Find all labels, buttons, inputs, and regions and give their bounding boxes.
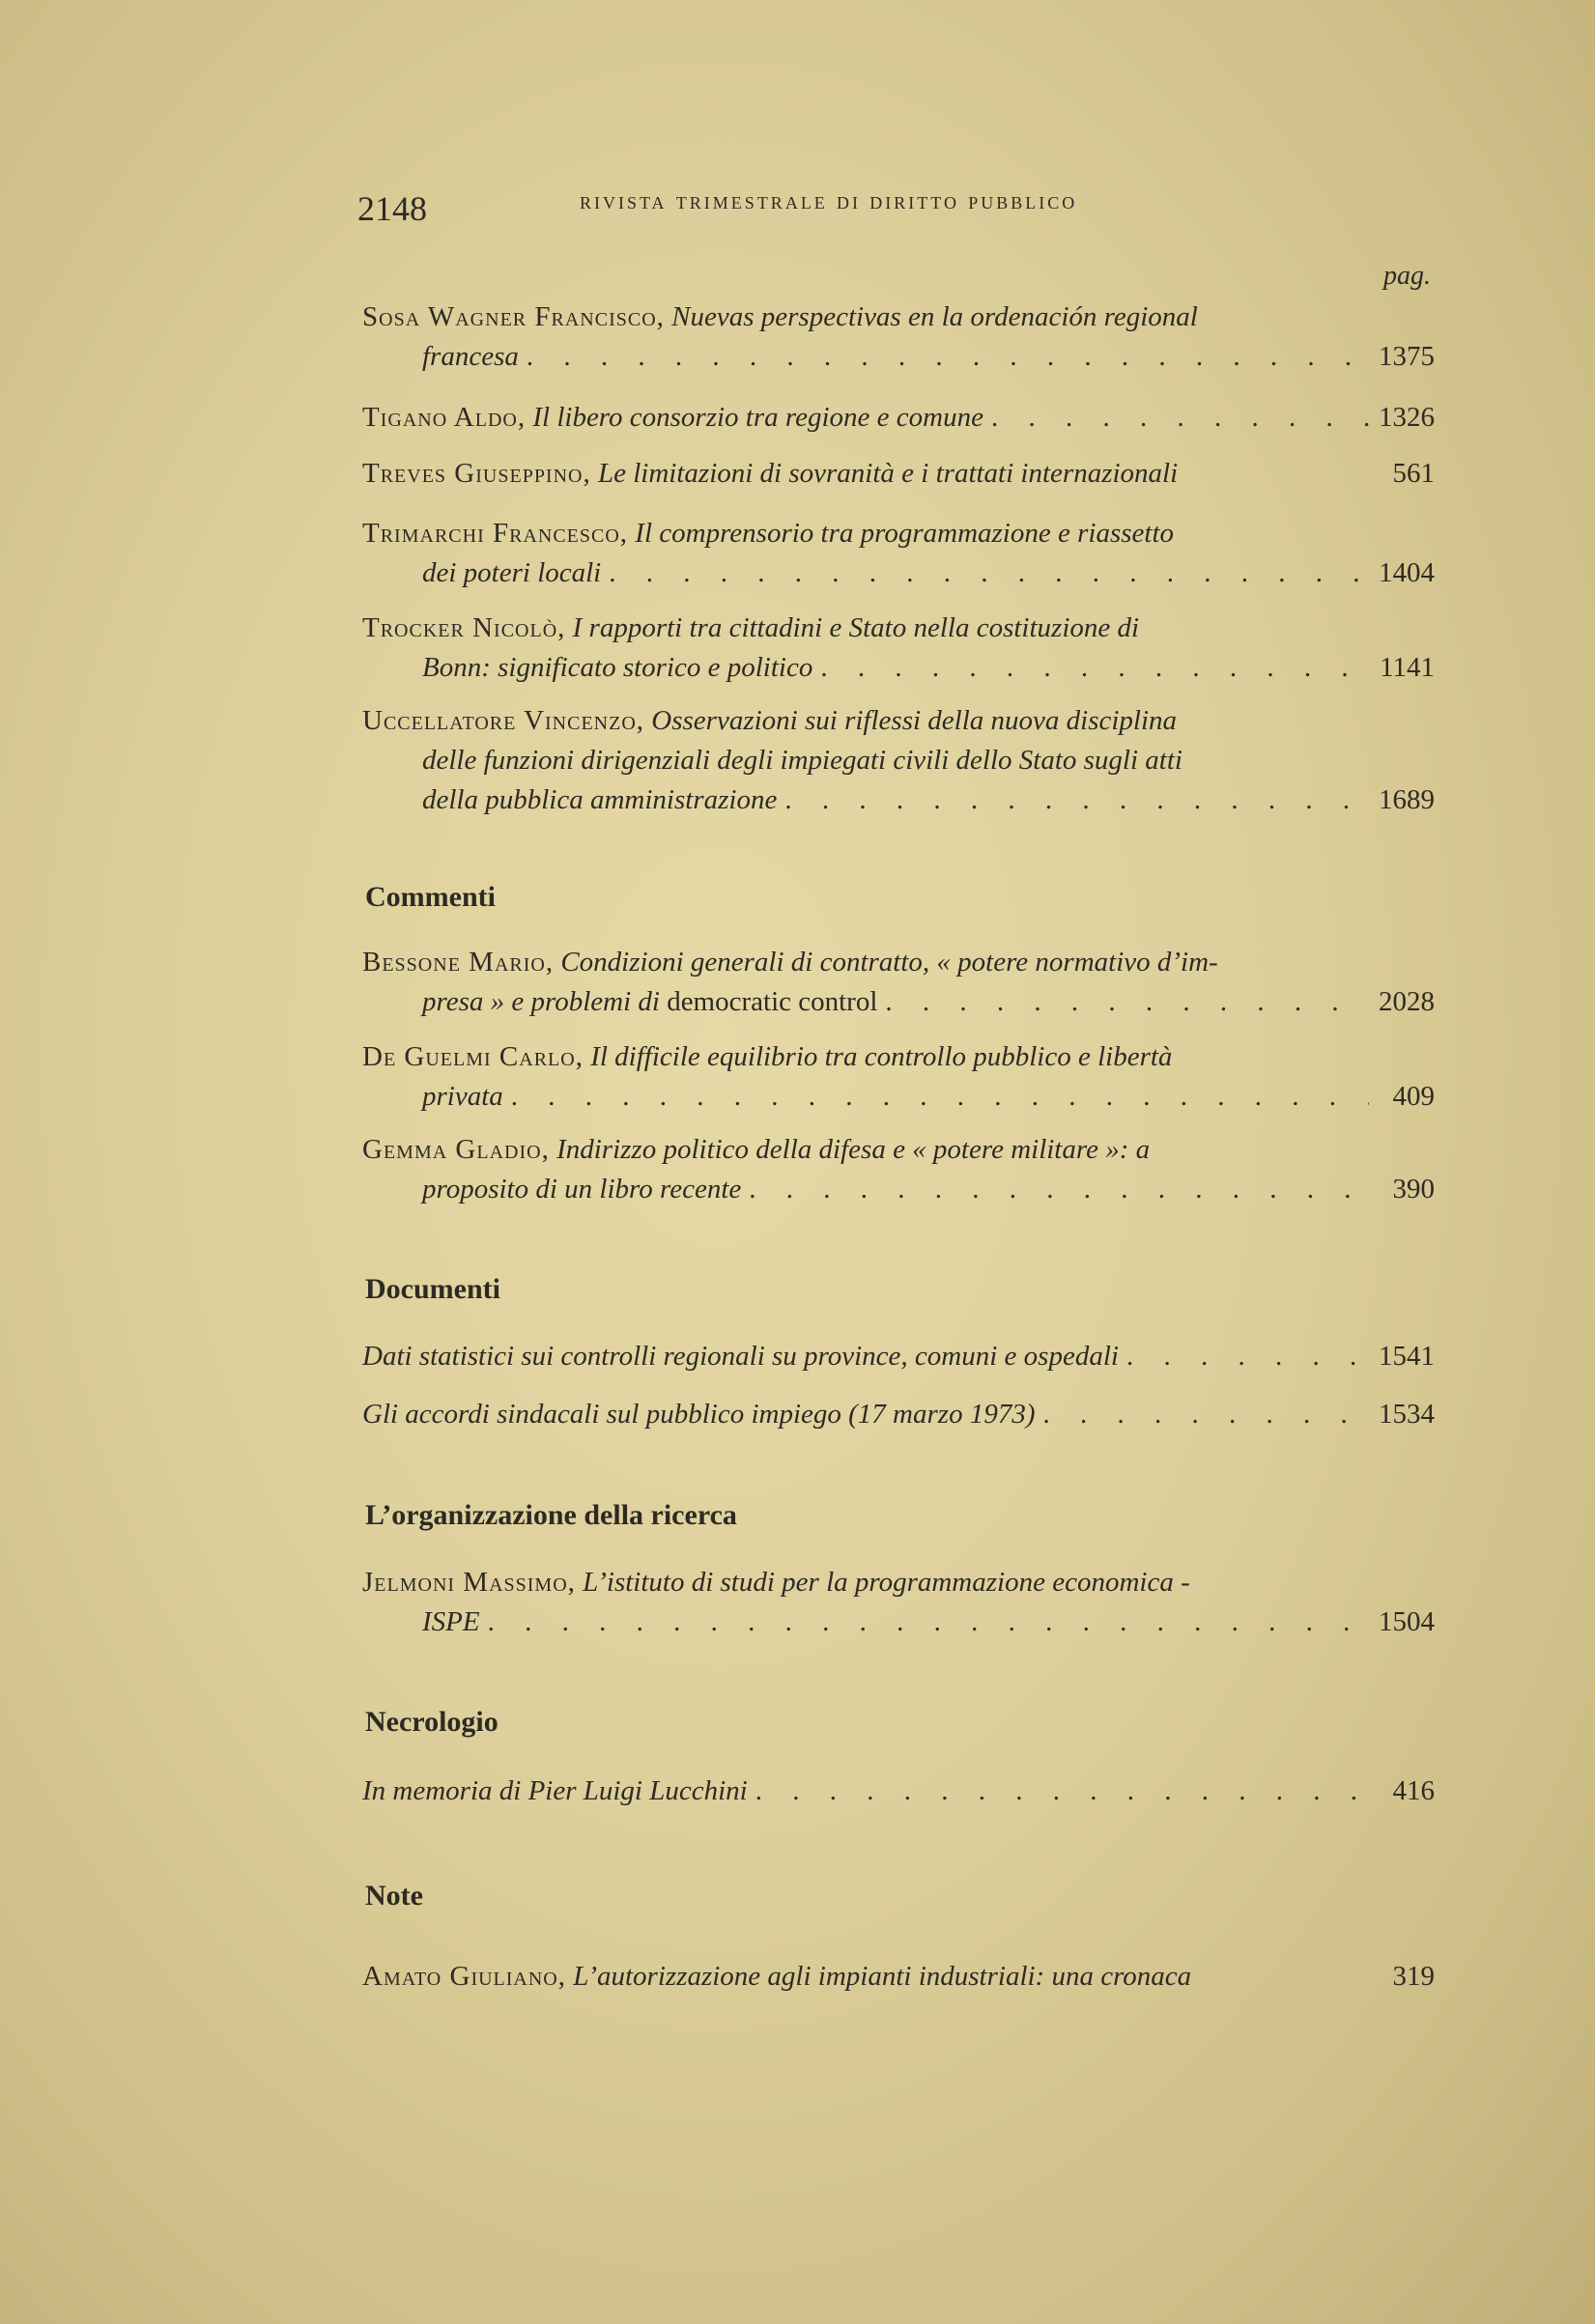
entry-title: L’istituto di studi per la programmazione economica - — [583, 1567, 1190, 1598]
leader-dots — [488, 1602, 1369, 1642]
entry-title: Il libero consorzio tra regione e comune — [532, 402, 983, 433]
entry-page: 416 — [1392, 1775, 1435, 1806]
leader-dots — [511, 1077, 1369, 1117]
entry-page: 1326 — [1379, 402, 1435, 433]
index-entry — [362, 943, 1435, 1022]
entry-title: Il comprensorio tra programmazione e riassetto — [635, 518, 1174, 549]
section-heading-commenti: Commenti — [365, 881, 496, 913]
entry-author: De Guelmi Carlo, — [362, 1041, 584, 1072]
entry-title: Gli accordi sindacali sul pubblico impiego (17 marzo 1973) — [362, 1399, 1036, 1430]
entry-author: Jelmoni Massimo, — [362, 1567, 576, 1598]
index-entry — [362, 1771, 1435, 1811]
index-entry — [362, 1957, 1435, 1997]
pag-label: pag. — [1383, 261, 1431, 291]
entry-title-cont: presa » e problemi di — [422, 986, 660, 1017]
leader-dots — [755, 1771, 1369, 1811]
entry-title: Dati statistici sui controlli regionali su province, comuni e ospedali — [362, 1341, 1119, 1372]
leader-dots — [784, 780, 1369, 820]
entry-title-cont: delle funzioni dirigenziali degli impiegati civili dello Stato sugli atti — [422, 745, 1182, 776]
entry-page: 561 — [1392, 458, 1435, 489]
entry-page: 390 — [1392, 1174, 1435, 1205]
leader-dots — [1042, 1395, 1369, 1434]
section-heading-documenti: Documenti — [365, 1273, 500, 1305]
entry-title-cont: dei poteri locali — [422, 557, 602, 588]
index-entry — [362, 1395, 1435, 1434]
entry-author: Trocker Nicolò, — [362, 612, 566, 643]
entry-title-cont: della pubblica amministrazione — [422, 784, 778, 815]
entry-title-cont: ISPE — [422, 1606, 480, 1637]
index-entry — [362, 1037, 1435, 1117]
entry-title: Nuevas perspectivas en la ordenación regional — [671, 301, 1198, 332]
index-entry — [362, 298, 1435, 377]
section-heading-necrologio: Necrologio — [365, 1706, 498, 1738]
entry-page: 2028 — [1379, 986, 1435, 1017]
entry-page: 1534 — [1379, 1399, 1435, 1430]
entry-page: 1375 — [1379, 341, 1435, 372]
entry-title-roman: democratic control — [667, 986, 878, 1017]
index-entry — [362, 1563, 1435, 1642]
entry-title: Il difficile equilibrio tra controllo pubblico e libertà — [590, 1041, 1173, 1072]
entry-title: L’autorizzazione agli impianti industriali: una cronaca — [573, 1961, 1192, 1992]
index-entry — [362, 609, 1435, 688]
entry-page: 409 — [1392, 1081, 1435, 1112]
leader-dots — [749, 1170, 1369, 1209]
index-entry — [362, 1337, 1435, 1376]
entry-title: In memoria di Pier Luigi Lucchini — [362, 1775, 748, 1806]
entry-page: 1689 — [1379, 784, 1435, 815]
entry-author: Amato Giuliano, — [362, 1961, 567, 1992]
index-entry — [362, 514, 1435, 593]
entry-author: Uccellatore Vincenzo, — [362, 705, 645, 736]
entry-author: Bessone Mario, — [362, 947, 555, 978]
entry-page: 319 — [1392, 1961, 1435, 1992]
entry-page: 1141 — [1380, 652, 1435, 683]
running-title: rivista trimestrale di diritto pubblico — [580, 188, 1078, 214]
leader-dots — [820, 648, 1369, 688]
index-entry — [362, 398, 1435, 438]
entry-author: Sosa Wagner Francisco, — [362, 301, 665, 332]
entry-page: 1541 — [1379, 1341, 1435, 1372]
leader-dots — [991, 398, 1369, 438]
leader-dots — [609, 553, 1369, 593]
page-header — [357, 188, 1324, 237]
index-entry — [362, 701, 1435, 820]
section-heading-note: Note — [365, 1880, 423, 1912]
entry-title-cont: Bonn: significato storico e politico — [422, 652, 813, 683]
leader-dots — [1126, 1337, 1369, 1376]
entry-title: Indirizzo politico della difesa e « potere militare »: a — [556, 1134, 1151, 1165]
entry-author: Trimarchi Francesco, — [362, 518, 629, 549]
index-entry — [362, 1130, 1435, 1209]
entry-title: Osservazioni sui riflessi della nuova disciplina — [651, 705, 1178, 736]
entry-author: Treves Giuseppino, — [362, 458, 591, 489]
section-heading-organizzazione: L’organizzazione della ricerca — [365, 1499, 737, 1531]
page-number: 2148 — [357, 189, 427, 228]
entry-title: I rapporti tra cittadini e Stato nella costituzione di — [572, 612, 1140, 643]
entry-title-cont: privata — [422, 1081, 503, 1112]
entry-title: Condizioni generali di contratto, « potere normativo d’im- — [560, 947, 1218, 978]
index-entry — [362, 454, 1435, 494]
entry-author: Gemma Gladio, — [362, 1134, 550, 1165]
entry-title: Le limitazioni di sovranità e i trattati internazionali — [597, 458, 1179, 489]
entry-page: 1404 — [1379, 557, 1435, 588]
leader-dots — [885, 982, 1369, 1022]
entry-title-cont: francesa — [422, 341, 519, 372]
leader-dots — [527, 337, 1369, 377]
entry-author: Tigano Aldo, — [362, 402, 527, 433]
entry-title-cont: proposito di un libro recente — [422, 1174, 742, 1205]
entry-page: 1504 — [1379, 1606, 1435, 1637]
